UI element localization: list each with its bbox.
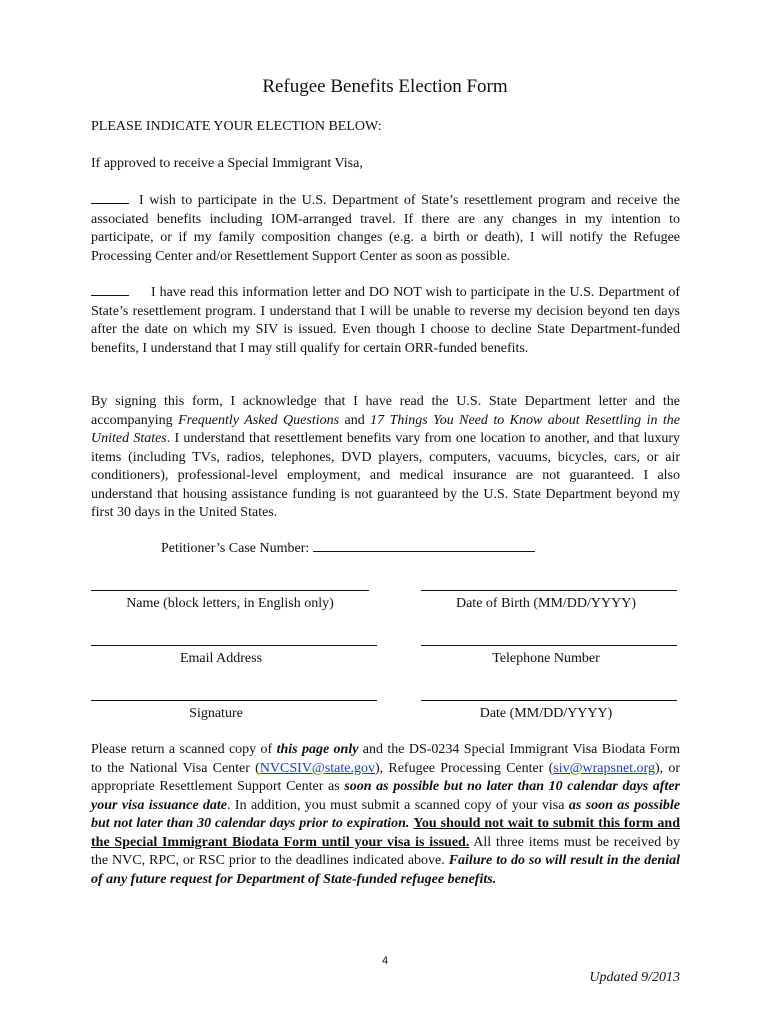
case-number-label: Petitioner’s Case Number: xyxy=(161,541,310,556)
faq-title: Frequently Asked Questions xyxy=(178,412,340,428)
signature-field[interactable] xyxy=(91,700,377,701)
decline-checkbox-blank[interactable] xyxy=(91,283,129,296)
signature-label: Signature xyxy=(189,706,243,721)
page-title: Refugee Benefits Election Form xyxy=(262,76,508,97)
things-to-know-title: 17 Things You Need to Know about Resettling in the United States xyxy=(91,412,681,446)
case-number-row xyxy=(161,539,535,559)
date-label: Date (MM/DD/YYYY) xyxy=(479,706,613,721)
option-participate xyxy=(91,191,680,266)
option-decline xyxy=(91,283,680,358)
intro-text: If approved to receive a Special Immigrant Visa, xyxy=(91,156,363,171)
name-field[interactable] xyxy=(91,590,369,591)
case-number-field[interactable] xyxy=(313,539,535,552)
rpc-email-link[interactable]: siv@wrapsnet.org xyxy=(553,760,655,776)
nvc-email-link[interactable]: NVCSIV@state.gov xyxy=(259,760,375,776)
date-field[interactable] xyxy=(421,700,677,701)
option-participate-text: I wish to participate in the U.S. Department of State’s resettlement program and receive the associated benefits including IOM-arranged travel. If there are any changes in my intention to participate, or if my family composition changes (e.g. a birth or death), I will notify the Refugee Processing Center and/or Resettlement Support Center as soon as possible. xyxy=(91,193,680,264)
option-decline-text: I have read this information letter and DO NOT wish to participate in the U.S. Department of State’s resettlement program. I understand that I will be unable to reverse my decision beyond ten days after the date on which my SIV is issued. Even though I choose to decline State Department-funded benefits, I understand that I may still qualify for certain ORR-funded benefits. xyxy=(91,285,680,356)
dob-label: Date of Birth (MM/DD/YYYY) xyxy=(455,596,637,611)
name-label: Name (block letters, in English only) xyxy=(126,596,334,611)
failure-warning: Failure to do so will result in the denial of any future request for Department of State-funded refugee benefits. xyxy=(91,853,681,887)
phone-field[interactable] xyxy=(421,645,677,646)
email-field[interactable] xyxy=(91,645,377,646)
return-instructions: Please return a scanned copy of this page only and the DS-0234 Special Immigrant Visa Biodata Form to the National Visa Center (NVCSIV@state.gov), Refugee Processing Center (siv@wrapsnet.org), or appropriate Resettlement Support Center as soon as possible but no later than 10 calendar days after your visa issuance date. In addition, you must submit a scanned copy of your visa as soon as possible but not later than 30 calendar days prior to expiration. You should not wait to submit this form and the Special Immigrant Biodata Form until your visa is issued. All three items must be received by the NVC, RPC, or RSC prior to the deadlines indicated above. Failure to do so will result in the denial of any future request for Department of State-funded refugee benefits. xyxy=(91,742,681,887)
email-label: Email Address xyxy=(179,651,263,666)
participate-checkbox-blank[interactable] xyxy=(91,191,129,204)
acknowledgement-paragraph: By signing this form, I acknowledge that I have read the U.S. State Department letter and the accompanying Frequently Asked Questions and 17 Things You Need to Know about Resettling in the United States. I understand that resettlement benefits vary from one location to another, and that luxury items (including TVs, radios, telephones, DVD players, computers, vacuums, bicycles, cars, or air conditioners), professional-level employment, and medical insurance are not guaranteed. I also understand that housing assistance funding is not guaranteed by the U.S. State Department beyond my first 30 days in the United States. xyxy=(91,394,681,520)
do-not-wait-notice: You should not wait to submit this form and the Special Immigrant Biodata Form until your visa is issued. xyxy=(91,816,680,850)
election-heading: PLEASE INDICATE YOUR ELECTION BELOW: xyxy=(91,119,382,134)
updated-date: Updated 9/2013 xyxy=(589,970,680,985)
dob-field[interactable] xyxy=(421,590,677,591)
page-number: 4 xyxy=(381,955,389,967)
phone-label: Telephone Number xyxy=(492,651,600,666)
